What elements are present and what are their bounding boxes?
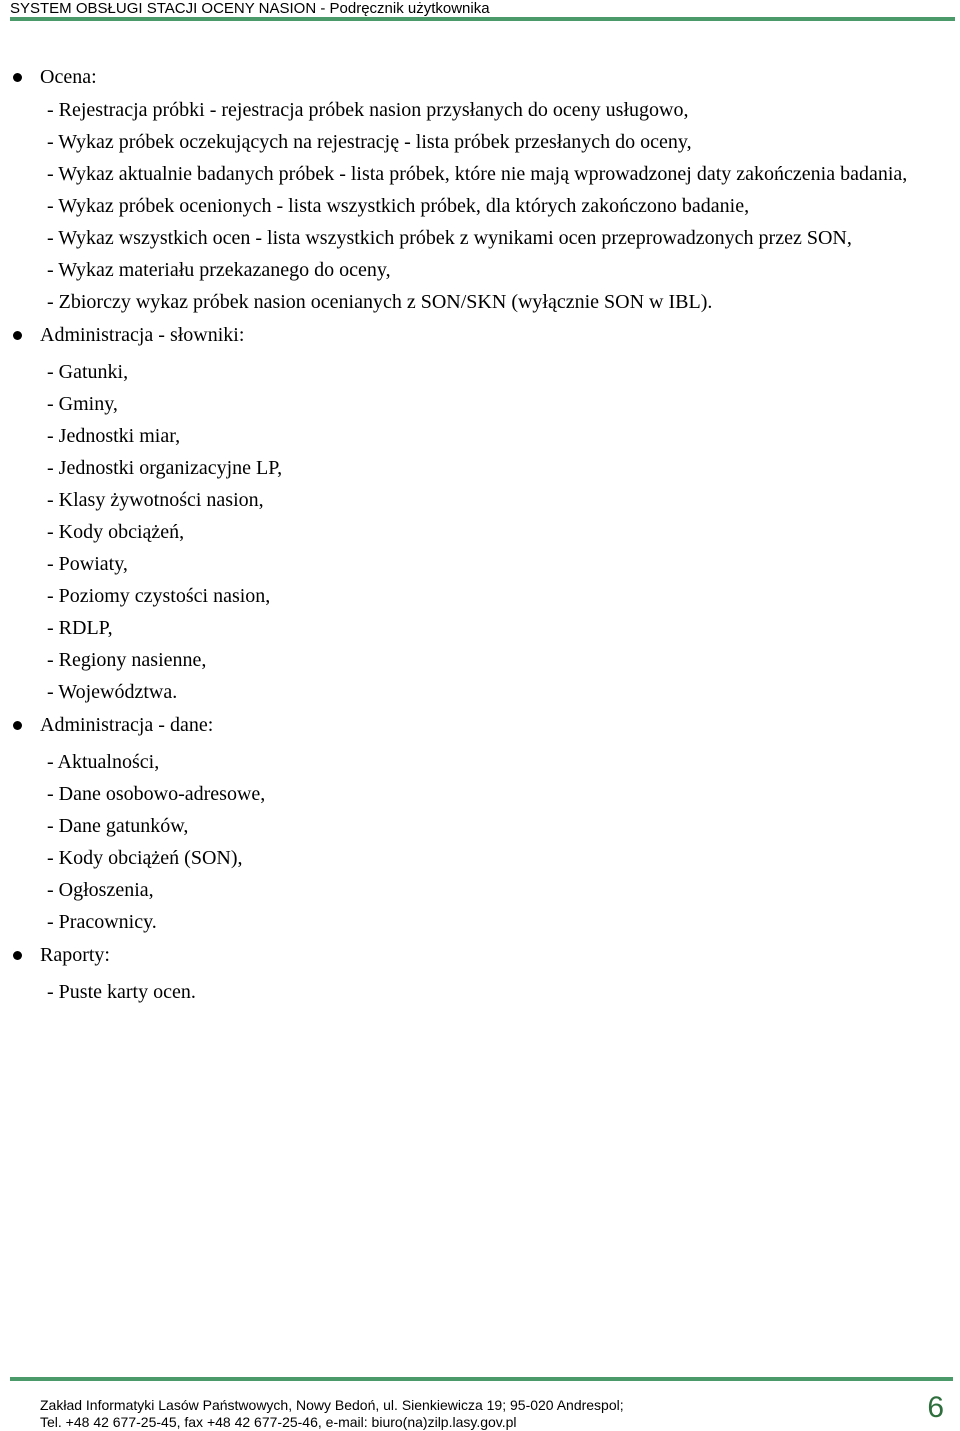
- bullet-icon: [13, 951, 22, 960]
- list-item: - Wykaz próbek oczekujących na rejestrację - lista próbek przesłanych do oceny,: [47, 131, 692, 153]
- list-item: - Pracownicy.: [47, 911, 157, 933]
- list-item: - Aktualności,: [47, 751, 160, 773]
- list-item: - Puste karty ocen.: [47, 981, 196, 1003]
- section-heading: [10, 318, 953, 352]
- list-item: - Gatunki,: [47, 361, 129, 383]
- list-item: - Wykaz aktualnie badanych próbek - lista próbek, które nie mają wprowadzonej daty zakończenia badania,: [47, 163, 908, 185]
- list-item: - Wykaz próbek ocenionych - lista wszystkich próbek, dla których zakończono badanie,: [47, 195, 750, 217]
- bullet-icon: [13, 721, 22, 730]
- list-item: - Kody obciążeń (SON),: [47, 847, 243, 869]
- header-divider: [10, 17, 955, 21]
- list-item: - Kody obciążeń,: [47, 521, 185, 543]
- footer-contact: [40, 1397, 624, 1431]
- footer-phone-email: Tel. +48 42 677-25-45, fax +48 42 677-25-46, e-mail: biuro(na)zilp.lasy.gov.pl: [40, 1414, 517, 1430]
- list-item: - Dane gatunków,: [47, 815, 189, 837]
- list-item: - Jednostki miar,: [47, 425, 181, 447]
- list-item: - Wykaz materiału przekazanego do oceny,: [47, 259, 391, 281]
- footer-divider: [10, 1377, 953, 1381]
- section-heading: [10, 938, 953, 972]
- list-item: - Poziomy czystości nasion,: [47, 585, 271, 607]
- list-item: - Wykaz wszystkich ocen - lista wszystkich próbek z wynikami ocen przeprowadzonych przez SON,: [47, 227, 852, 249]
- list-item: - Klasy żywotności nasion,: [47, 489, 264, 511]
- list-item: - RDLP,: [47, 617, 113, 639]
- page-footer: [0, 1377, 960, 1428]
- section-items: [10, 972, 953, 1008]
- page-number: 6: [927, 1391, 944, 1424]
- section-items: [10, 352, 953, 708]
- list-item: - Jednostki organizacyjne LP,: [47, 457, 283, 479]
- list-item: - Zbiorczy wykaz próbek nasion ocenianych z SON/SKN (wyłącznie SON w IBL).: [47, 291, 713, 313]
- list-item: - Ogłoszenia,: [47, 879, 154, 901]
- section-heading: [10, 60, 953, 94]
- document-title: SYSTEM OBSŁUGI STACJI OCENY NASION - Podręcznik użytkownika: [10, 0, 490, 17]
- list-item: - Rejestracja próbki - rejestracja próbek nasion przysłanych do oceny usługowo,: [47, 99, 689, 121]
- list-item: - Gminy,: [47, 393, 118, 415]
- section-title: Administracja - słowniki:: [40, 324, 245, 346]
- section-title: Raporty:: [40, 944, 110, 966]
- list-item: - Dane osobowo-adresowe,: [47, 783, 266, 805]
- list-item: - Powiaty,: [47, 553, 128, 575]
- bullet-icon: [13, 73, 22, 82]
- section-heading: [10, 708, 953, 742]
- section-title: Administracja - dane:: [40, 714, 214, 736]
- page-header: [10, 0, 955, 22]
- section-items: [10, 94, 953, 318]
- document-body: [10, 60, 953, 1008]
- section-items: [10, 742, 953, 938]
- list-item: - Regiony nasienne,: [47, 649, 207, 671]
- list-item: - Województwa.: [47, 681, 178, 703]
- section-title: Ocena:: [40, 66, 97, 88]
- bullet-icon: [13, 331, 22, 340]
- section-administracja-slowniki: [10, 318, 953, 708]
- section-raporty: [10, 938, 953, 1008]
- footer-address: Zakład Informatyki Lasów Państwowych, Nowy Bedoń, ul. Sienkiewicza 19; 95-020 Andrespol;: [40, 1397, 624, 1413]
- section-administracja-dane: [10, 708, 953, 938]
- section-ocena: [10, 60, 953, 318]
